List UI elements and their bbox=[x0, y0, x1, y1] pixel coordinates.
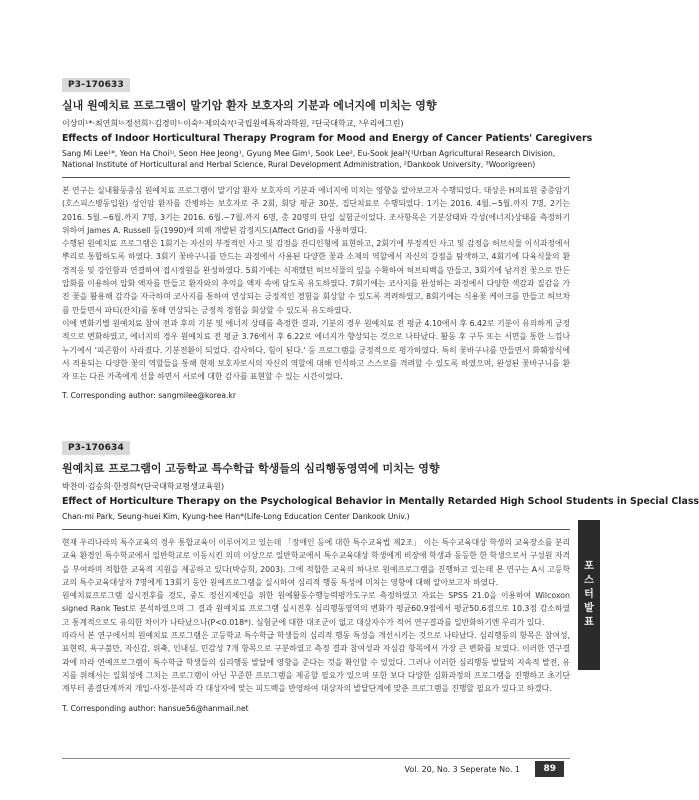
side-tab-char: 스 bbox=[584, 575, 594, 586]
abstract-code: P3-170633 bbox=[62, 78, 130, 92]
corresponding-author: T. Corresponding author: hansue56@hanmail.net bbox=[62, 703, 249, 713]
korean-title: 실내 원예치료 프로그램이 말기암 환자 보호자의 기분과 에너지에 미치는 영향 bbox=[62, 99, 437, 112]
korean-authors: 이상미¹*·최연희¹ʲ·정선희¹·김경미¹·이숙²·제의숙³(¹국립원예특작과학원, ²단국대학교, ³우리에그린) bbox=[62, 119, 404, 128]
page-number: 89 bbox=[535, 761, 564, 777]
abstract-code: P3-170634 bbox=[62, 441, 130, 455]
body-paragraph: 따라서 본 연구에서의 원예치료 프로그램은 고등학교 특수학급 학생들의 심리적 행동 특성을 개선시키는 것으로 나타났다. 심리행동의 항목은 참여성, 표현력, 욕구불만, 자신감, 위축, 인내심, 민감성 7개 항목으로 구분하였고 측정 결과 참여성과 자심감 항목에서 가장 큰 변화를 보였다. 이러한 연구결과에 따라 연예프로그램이 특수학급 학생들의 심리행동 발달에 영향을 준다는 것을 확인할 수 있었다. 그러나 이러한 심리행동 발달의 지속적 발전, 유지를 위해서는 일회성에 그치는 프로그램이 아닌 꾸준한 프로그램을 제공할 필요가 있으며 또한 보다 다양한 심화과정의 프로그램을 진행하고 초기단계부터 종결단계까지 개입-사정-분석과 각 대상자에 맞는 피드백을 반영하여 대상자의 발달단계에 맞춘 프로그램을 진행할 필요가 있다고 하겠다. bbox=[62, 631, 570, 694]
journal-info: Vol. 20, No. 3 Seperate No. 1 bbox=[404, 765, 520, 774]
divider bbox=[62, 529, 570, 530]
corresponding-author: T. Corresponding author: sangmilee@korea.kr bbox=[62, 391, 236, 401]
body-paragraph: 현재 우리나라의 특수교육의 경우 통합교육이 이루어지고 있는데 「장애인 등에 대한 특수교육법 제2조」 이는 특수교육대상 학생의 교육장소를 분리교육 환경인 특수학교에서 일반학교로 이동시킨 의미 이상으로 일반학교에서 특수교육대상 학생에게 비장애 학생과 동등한 한 학생으로서 구성원 자격을 부여하며 적합한 교육적 지원을 제공하고 있다(박승희, 2003). 그에 적합한 교육의 하나로 원예프로그램을 진행하고 있는데 본 연구는 A시 고등학교의 특수교육대상자 7명에게 13회기 동안 원예프로그램을 실시하여 심리적 행동 특성에 미치는 영향에 대해 알아보고자 하였다. bbox=[62, 538, 570, 587]
side-tab-char: 포 bbox=[584, 561, 594, 572]
english-authors: Chan-mi Park, Seung-huei Kim, Kyung-hee Han*(Life-Long Education Center Dankook Univ.) bbox=[62, 512, 410, 521]
english-title: Effects of Indoor Horticultural Therapy Program for Mood and Energy of Cancer Patients' Caregivers bbox=[62, 133, 593, 144]
divider bbox=[62, 177, 570, 178]
section-side-tab bbox=[578, 520, 600, 670]
side-tab-char: 표 bbox=[584, 617, 594, 628]
english-authors: Sang Mi Lee¹*, Yeon Ha Choi¹ʲ, Seon Hee Jeong¹, Gyung Mee Gim¹, Sook Lee², Eu-Sook Jeal³(¹Urban Agricultural Research Division, National Institute of Horticultural and Herbal Science, Rural Development Administration, ²Dankook University, ³Woorigreen) bbox=[62, 149, 556, 169]
body-paragraph: 수행된 원예치료 프로그램은 1회기는 자신의 부정적인 사고 및 감정을 잔디인형에 표현하고, 2회기에 부정적인 사고 및 감정을 허브식물 이식과정에서 뿌리로 통합하도록 하였다. 3회기 꽃바구니를 만드는 과정에서 사용된 다양한 꽃과 소재의 역할에서 자신의 강점을 탐색하고, 4회기에 다육식물의 환경적응 및 강인함과 연결하여 접시정원을 완성하였다. 5회기에는 식재했던 허브식물의 잎을 수확하여 허브티백을 만들고, 3회기에 남겨진 꽃으로 만든 압화를 이용하여 압화 액자를 만들고 환자와의 추억을 액자 속에 담도록 유도하였다. 7회기에는 코사지를 완성하는 과정에서 다양한 색감과 질감을 가진 꽃을 활용해 감각을 자극하며 코사지를 통하여 연상되는 긍정적인 경험을 회상할 수 있도록 격려하였고, 8회기에는 식용꽃 케이크를 만들고 허브차를 만들면서 파티(잔치)를 통해 연상되는 긍정적 경험을 회상할 수 있도록 유도하였다. bbox=[62, 239, 570, 315]
body-paragraph: 원예치료프로그램 실시전후를 경도, 중도 정신지체인을 위한 원예활동수행능력평가도구로 측정하였고 자료는 SPSS 21.0을 이용하여 Wilcoxon signed Rank Test로 분석하였으며 그 결과 원예치료 프로그램 실시전후 심리행동영역의 변화가 평균60.9점에서 평균50.6점으로 10.3점 감소하였고 통계적으로도 유의한 차이가 나타났으나(P<0.018*). 심험군에 대한 대조군이 없고 대상자수가 적어 연구결과를 일반화하기엔 무리가 있다. bbox=[62, 591, 570, 627]
side-tab-char: 터 bbox=[584, 589, 594, 600]
abstract-2 bbox=[62, 435, 699, 713]
abstract-body bbox=[62, 536, 570, 696]
abstract-body bbox=[62, 184, 570, 383]
page-footer bbox=[62, 758, 570, 781]
body-paragraph: 본 연구는 실내활동중심 원예치료 프로그램이 말기암 환자 보호자의 기분과 에너지에 미치는 영향을 알아보고자 수행되었다. 대상은 H의료원 중증암기(호스피스병동입원) 성인암 환자를 간병하는 보호자로 주 2회, 회당 평균 30분, 집단치료로 수행되었다. 1기는 2016. 4월.~5월.까지 7명, 2기는 2016. 5월.~6월.까지 7명, 3기는 2016. 6월.~7월.까지 6명, 총 20명의 단일 실험군이었다. 조사항목은 기분상태와 각성(에너지)상태를 측정하기 위하여 James A. Russell 등(1990)에 의해 개발된 감정지도(Affect Grid)를 사용하였다. bbox=[62, 186, 570, 235]
korean-title: 원예치료 프로그램이 고등학교 특수학급 학생들의 심리행동영역에 미치는 영향 bbox=[62, 462, 440, 475]
body-paragraph: 이에 변화기별 원예치료 참여 전과 후의 기분 및 에너지 상태를 측정한 결과, 기분의 경우 원예치료 전 평균 4.10에서 후 6.42로 기분이 유의하게 긍정적으로 변화하였고, 에너지의 경우 원예치료 전 평균 3.76에서 후 6.22로 에너지가 향상되는 것으로 나타났다. 활동 후 구두 또는 서면을 통한 느낌나누기에서 '피곤함이 사라졌다. 기분전환이 되었다. 감사하다, 힘이 된다.' 등 프로그램을 긍정적으로 평가하였다. 특히 꽃바구니를 만들면서 화훼장식에서 적용되는 다양한 꽃의 역할들을 통해 현재 보호자로서의 자신의 역할에 대해 인식하고 스스로를 격려할 수 있도록 하였으며, 완성된 꽃바구니를 환자 또는 다른 가족에게 선물 하면서 서로에 대한 감사를 표현할 수 있는 시간이었다. bbox=[62, 318, 570, 382]
korean-authors: 박찬미·김승희·한경희*(단국대학교평생교육원) bbox=[62, 482, 225, 491]
english-title: Effect of Horticulture Therapy on the Psychological Behavior in Mentally Retarded High School Students in Special Class bbox=[62, 496, 699, 507]
side-tab-char: 발 bbox=[584, 603, 594, 614]
abstract-1 bbox=[62, 72, 593, 401]
